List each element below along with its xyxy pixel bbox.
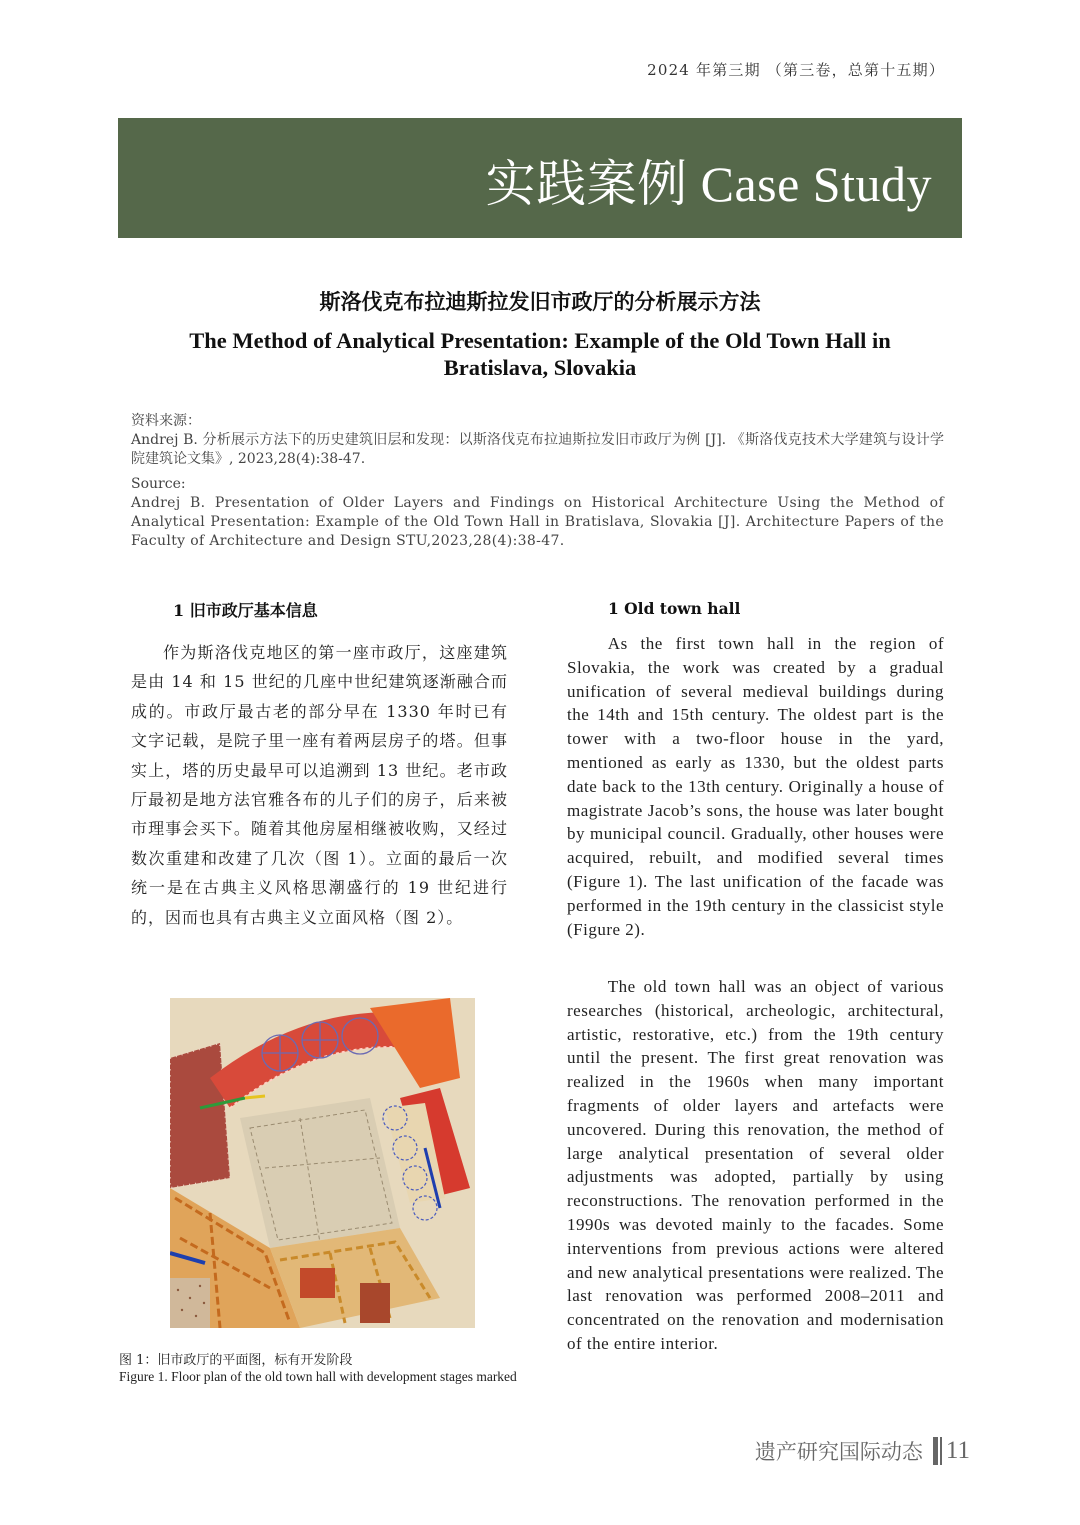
source-label-en: Source: [131,476,186,492]
section-banner [118,118,962,238]
section-heading-cn: 1 旧市政厅基本信息 [173,601,318,620]
body-paragraph-cn: 作为斯洛伐克地区的第一座市政厅，这座建筑是由 14 和 15 世纪的几座中世纪建筑逐渐融合而成的。市政厅最古老的部分早在 1330 年时已有文字记载，是院子里一座有着两层房子的塔。但事实上，塔的历史最早可以追溯到 13 世纪。老市政厅最初是地方法官雅各布的儿子们的房子，后来被市理事会买下。随着其他房屋相继被收购，又经过数次重建和改建了几次（图 1）。立面的最后一次统一是在古典主义风格思潮盛行的 19 世纪进行的，因而也具有古典主义立面风格（图 2）。 [131,643,508,927]
article-title-cn: 斯洛伐克布拉迪斯拉发旧市政厅的分析展示方法 [319,289,761,314]
figure-caption [119,1353,529,1384]
body-paragraph-en-2: The old town hall was an object of various researches (historical, archeologic, architectural, artistic, restorative, etc.) from the 19th century until the present. The first great renovation was realized in the 1960s when many important fragments of older layers and artefacts were uncovered. During this renovation, the method of large analytical presentation of several older adjustments was adopted, partially by using reconstructions. The renovation performed in the 1990s was devoted mainly to the facades. Some interventions from previous actions were altered and new analytical presentations were realized. The last renovation was performed 2008–2011 and concentrated on the renovation and modernisation of the entire interior. [567,977,944,1353]
source-ref-en: Andrej B. Presentation of Older Layers and Findings on Historical Architecture Using the Method of Analytical Presentation: Example of the Old Town Hall in Bratislava, Slovakia [J]. Architecture Papers of the Faculty of Architecture and Design STU,2023,28(4):38-47. [131,495,944,549]
figure-caption-cn: 图 1：旧市政厅的平面图，标有开发阶段 [119,1353,353,1368]
body-paragraph-en-1: As the first town hall in the region of Slovakia, the work was created by a gradual unification of several medieval buildings during the 14th and 15th century. The oldest part is the tower with a two-floor house in the yard, mentioned as early as 1330, but the oldest parts date back to the 13th century. Originally a house of magistrate Jacob’s sons, the house was later bought by municipal council. Gradually, other houses were acquired, rebuilt, and modified several times (Figure 1). The last unification of the facade was performed in the 19th century in the classicist style (Figure 2). [567,634,944,939]
journal-name: 遗产研究国际动态 [754,1440,923,1464]
article-title-en: The Method of Analytical Presentation: Example of the Old Town Hall in Bratislava, Slovakia [189,328,891,380]
figure-caption-en: Figure 1. Floor plan of the old town hall with development stages marked [119,1368,517,1384]
banner-title: 实践案例 Case Study [485,156,932,212]
issue-header: 2024 年第三期 （第三卷，总第十五期） [647,61,945,79]
page-number: 11 [945,1437,970,1464]
floor-plan-image [170,998,475,1328]
footer-divider [933,1437,940,1465]
floor-plan-figure [170,998,475,1328]
source-ref-cn: Andrej B. 分析展示方法下的历史建筑旧层和发现：以斯洛伐克布拉迪斯拉发旧市政厅为例 [J]. 《斯洛伐克技术大学建筑与设计学院建筑论文集》, 2023,28(4):38-47. [131,432,944,467]
section-heading-en: 1 Old town hall [608,599,741,618]
page-footer [755,1436,970,1466]
source-block [131,412,944,557]
source-label-cn: 资料来源： [131,413,201,429]
